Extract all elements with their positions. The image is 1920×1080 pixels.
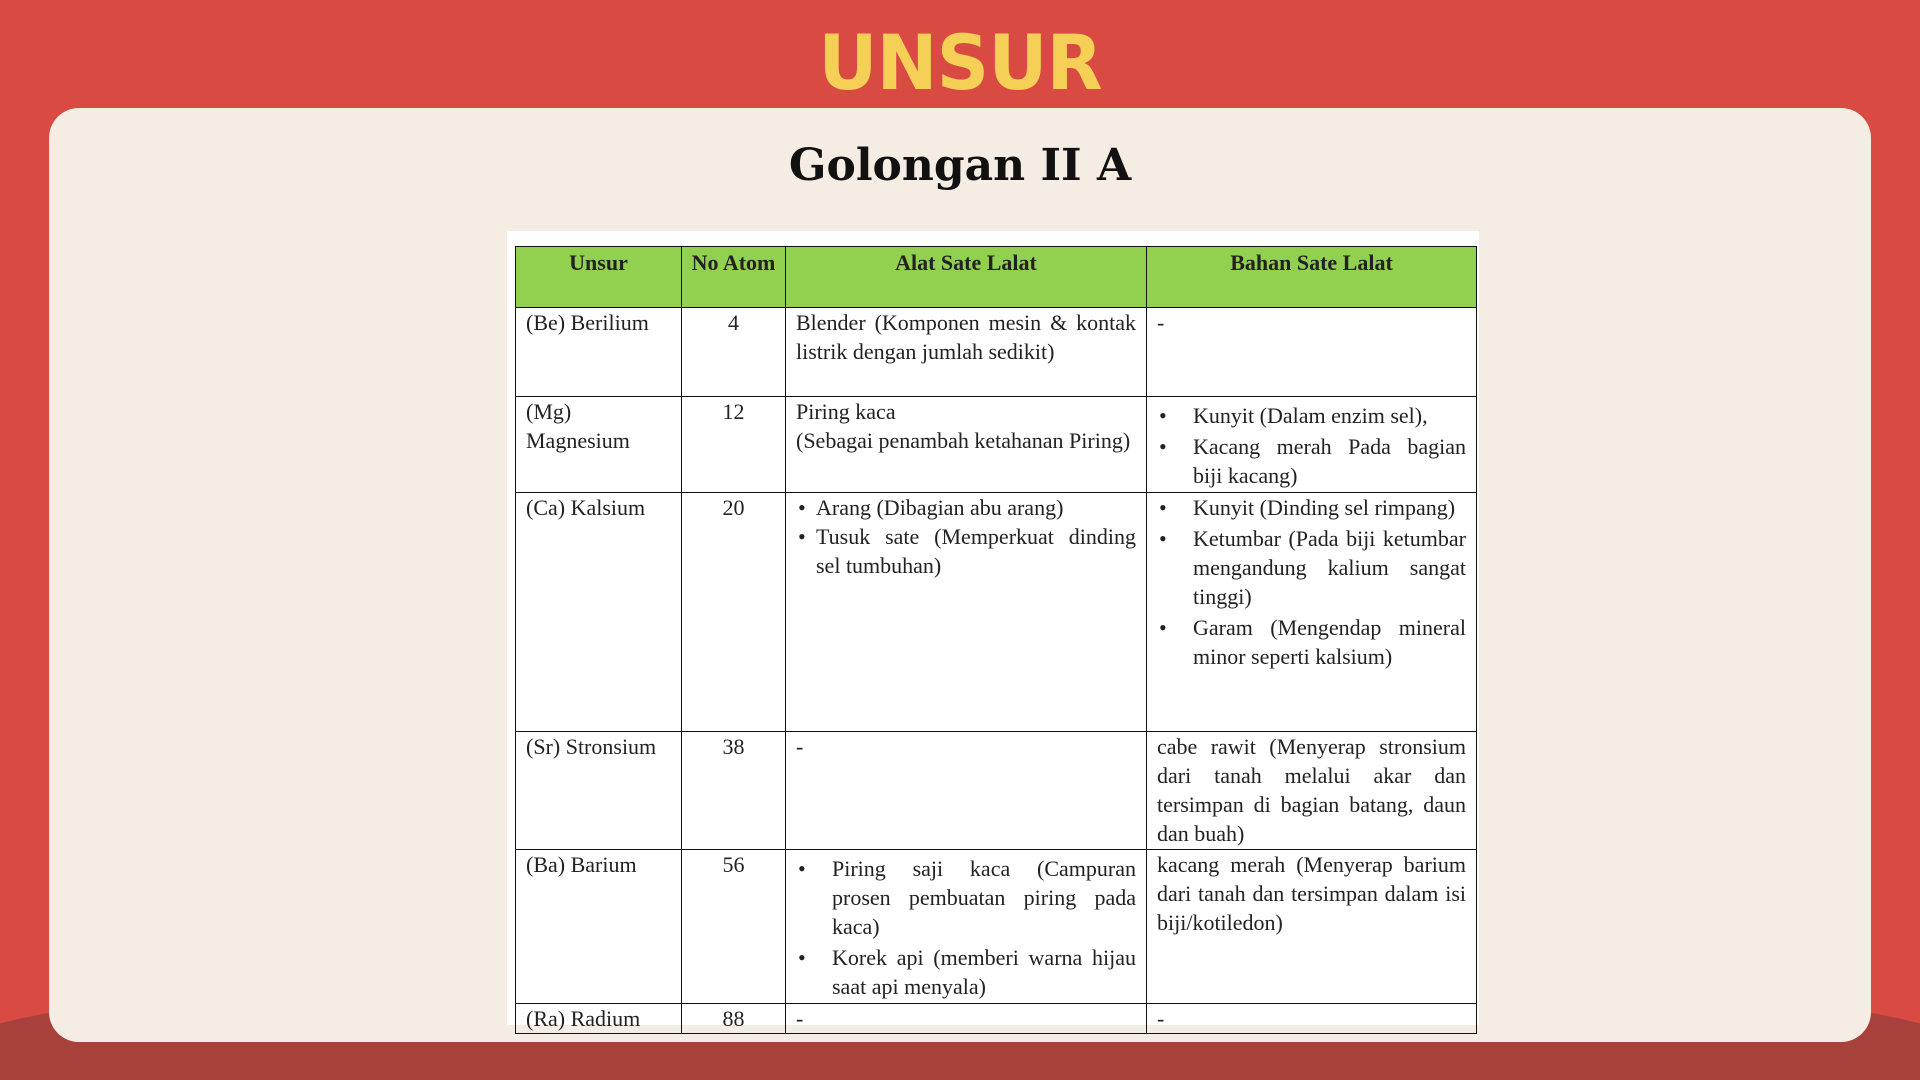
cell-alat-line: Piring kaca [796,399,896,424]
cell-alat [786,850,1147,1004]
table-row [516,397,1477,493]
column-header: Alat Sate Lalat [786,247,1147,308]
list-item: • Kacang merah Pada bagian biji kacang) [1157,432,1466,490]
column-header: Unsur [516,247,682,308]
cell-alat: - [786,732,1147,850]
elements-table [515,246,1477,1034]
cell-unsur: (Sr) Stronsium [516,732,682,850]
cell-atom: 20 [682,493,786,732]
list-item: • Piring saji kaca (Campuran prosen pembuatan piring pada kaca) [796,854,1136,941]
cell-bahan [1147,397,1477,493]
column-header: No Atom [682,247,786,308]
cell-bahan [1147,493,1477,732]
table-row [516,308,1477,397]
cell-bahan: cabe rawit (Menyerap stronsium dari tanah melalui akar dan tersimpan di bagian batang, daun dan buah) [1147,732,1477,850]
cell-alat: - [786,1004,1147,1034]
list-item: • Arang (Dibagian abu arang) [796,493,1136,522]
list-item: • Garam (Mengendap mineral minor seperti kalsium) [1157,613,1466,671]
page-title: UNSUR [818,18,1102,107]
list-item: • Tusuk sate (Memperkuat dinding sel tumbuhan) [796,522,1136,580]
cell-atom: 56 [682,850,786,1004]
table-row [516,732,1477,850]
list-item: • Korek api (memberi warna hijau saat api menyala) [796,943,1136,1001]
cell-unsur: (Ba) Barium [516,850,682,1004]
table-row [516,1004,1477,1034]
list-item: • Ketumbar (Pada biji ketumbar mengandung kalium sangat tinggi) [1157,524,1466,611]
column-header: Bahan Sate Lalat [1147,247,1477,308]
cell-alat-line: (Sebagai penambah ketahanan Piring) [796,428,1131,453]
cell-bahan: - [1147,308,1477,397]
cell-unsur: (Ra) Radium [516,1004,682,1034]
cell-unsur: (Ca) Kalsium [516,493,682,732]
cell-alat [786,493,1147,732]
cell-atom: 88 [682,1004,786,1034]
cell-alat: Blender (Komponen mesin & kontak listrik dengan jumlah sedikit) [786,308,1147,397]
cell-alat [786,397,1147,493]
cell-unsur: (Mg) Magnesium [516,397,682,493]
table-header-row [516,247,1477,308]
cell-atom: 4 [682,308,786,397]
table-row [516,493,1477,732]
cell-unsur: (Be) Berilium [516,308,682,397]
table-row [516,850,1477,1004]
list-item: • Kunyit (Dalam enzim sel), [1157,401,1466,430]
cell-atom: 38 [682,732,786,850]
table-image [507,231,1479,1031]
cell-atom: 12 [682,397,786,493]
list-item: • Kunyit (Dinding sel rimpang) [1157,493,1466,522]
cell-bahan: - [1147,1004,1477,1034]
cell-bahan: kacang merah (Menyerap barium dari tanah dan tersimpan dalam isi biji/kotiledon) [1147,850,1477,1004]
section-subtitle: Golongan II A [788,140,1132,191]
